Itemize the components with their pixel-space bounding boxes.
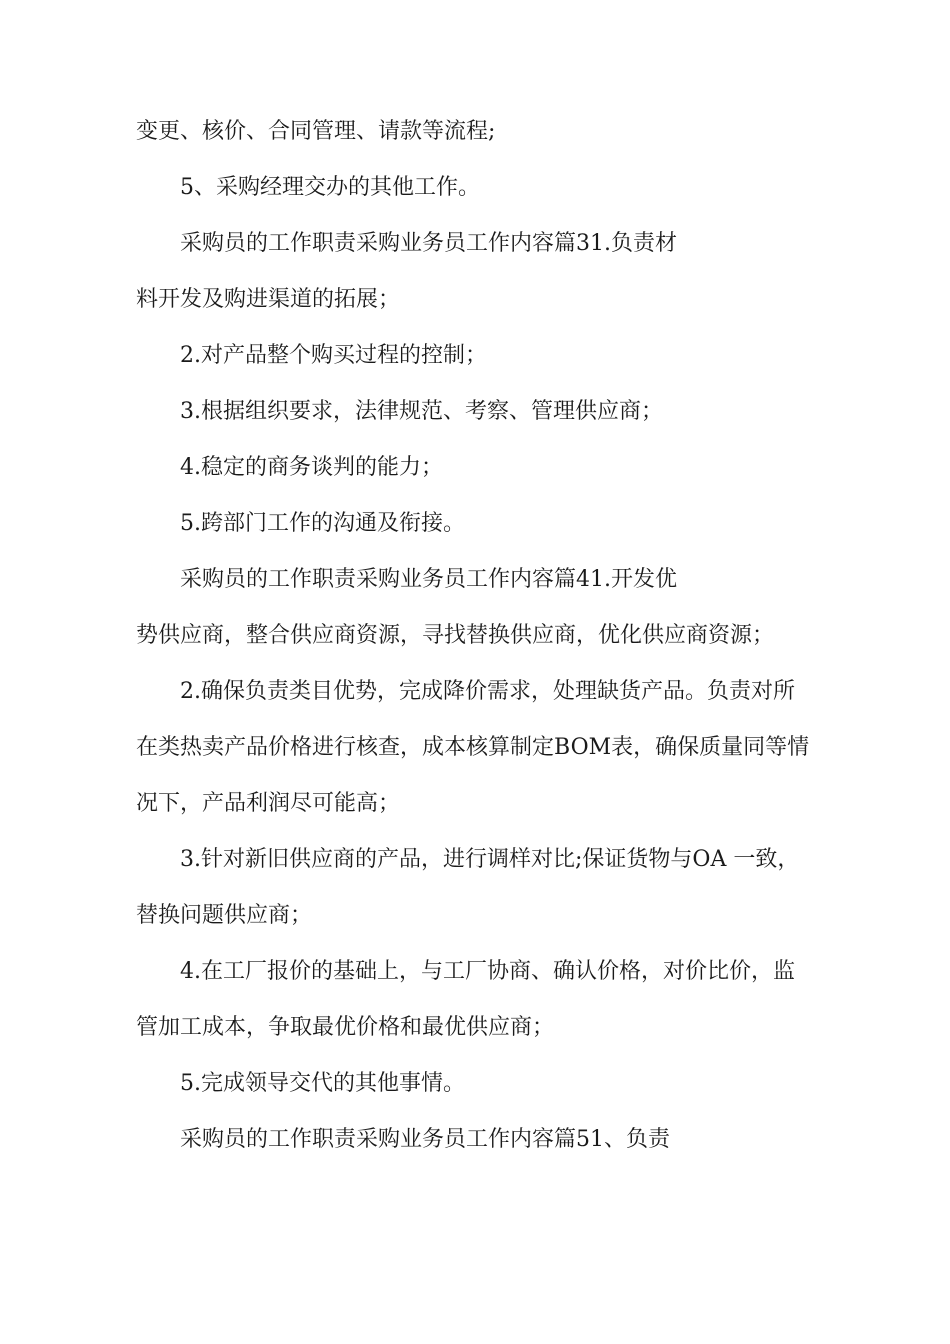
text-line: 4.在工厂报价的基础上，与工厂协商、确认价格，对价比价，监 bbox=[180, 959, 795, 984]
text-line: 2.确保负责类目优势，完成降价需求，处理缺货产品。负责对所 bbox=[180, 679, 795, 704]
text-line: 采购员的工作职责采购业务员工作内容篇51、负责 bbox=[180, 1127, 670, 1152]
text-line: 采购员的工作职责采购业务员工作内容篇31.负责材 bbox=[180, 231, 677, 256]
document-body bbox=[136, 114, 836, 1178]
text-line: 4.稳定的商务谈判的能力； bbox=[180, 455, 443, 480]
text-line: 5、采购经理交办的其他工作。 bbox=[180, 175, 480, 200]
text-line: 变更、核价、合同管理、请款等流程; bbox=[136, 119, 496, 144]
text-line: 料开发及购进渠道的拓展； bbox=[136, 287, 401, 312]
text-line: 在类热卖产品价格进行核查，成本核算制定BOM表，确保质量同等情 bbox=[136, 735, 810, 760]
text-line: 5.完成领导交代的其他事情。 bbox=[180, 1071, 465, 1096]
text-line: 3.根据组织要求，法律规范、考察、管理供应商； bbox=[180, 399, 663, 424]
text-line: 3.针对新旧供应商的产品，进行调样对比;保证货物与OA 一致， bbox=[180, 847, 800, 872]
text-line: 2.对产品整个购买过程的控制； bbox=[180, 343, 487, 368]
text-line: 5.跨部门工作的沟通及衔接。 bbox=[180, 511, 465, 536]
text-line: 采购员的工作职责采购业务员工作内容篇41.开发优 bbox=[180, 567, 677, 592]
text-line: 况下，产品利润尽可能高； bbox=[136, 791, 401, 816]
text-line: 替换问题供应商； bbox=[136, 903, 313, 928]
text-line: 势供应商，整合供应商资源，寻找替换供应商，优化供应商资源； bbox=[136, 623, 775, 648]
text-line: 管加工成本，争取最优价格和最优供应商； bbox=[136, 1015, 555, 1040]
